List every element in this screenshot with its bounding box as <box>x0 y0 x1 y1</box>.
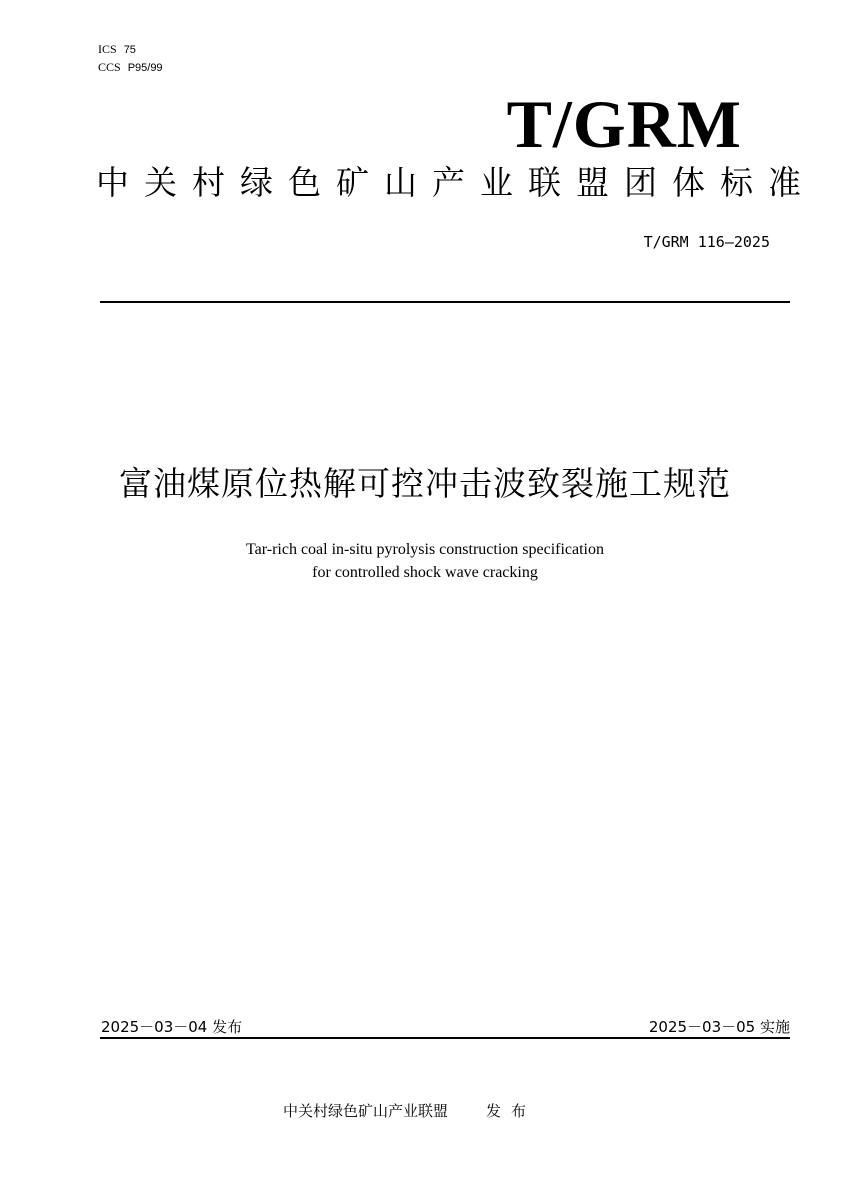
document-title-english <box>0 538 850 584</box>
organization-standard-title: 中关村绿色矿山产业联盟团体标准 <box>96 163 816 202</box>
ics-code: 75 <box>123 44 136 56</box>
top-divider <box>100 301 790 303</box>
bottom-divider <box>100 1037 790 1039</box>
english-title-line-1: Tar-rich coal in-situ pyrolysis construction specification <box>245 541 604 558</box>
publish-action: 发布 <box>486 1102 537 1120</box>
ccs-code: P95/99 <box>127 62 163 74</box>
issue-date: 2025－03－04 发布 <box>101 1018 243 1036</box>
ccs-label: CCS <box>98 60 121 74</box>
ics-label: ICS <box>98 42 117 56</box>
classification-block <box>98 41 163 77</box>
document-title-chinese: 富油煤原位热解可控冲击波致裂施工规范 <box>119 464 731 503</box>
ics-line <box>98 41 163 59</box>
standard-logo: T/GRM <box>506 86 742 162</box>
publisher-name: 中关村绿色矿山产业联盟 <box>283 1102 449 1120</box>
ccs-line <box>98 59 163 77</box>
english-title-line-2: for controlled shock wave cracking <box>312 564 538 581</box>
standard-number: T/GRM 116—2025 <box>643 233 770 251</box>
publisher-line <box>283 1100 536 1121</box>
implementation-date: 2025－03－05 实施 <box>648 1018 790 1036</box>
